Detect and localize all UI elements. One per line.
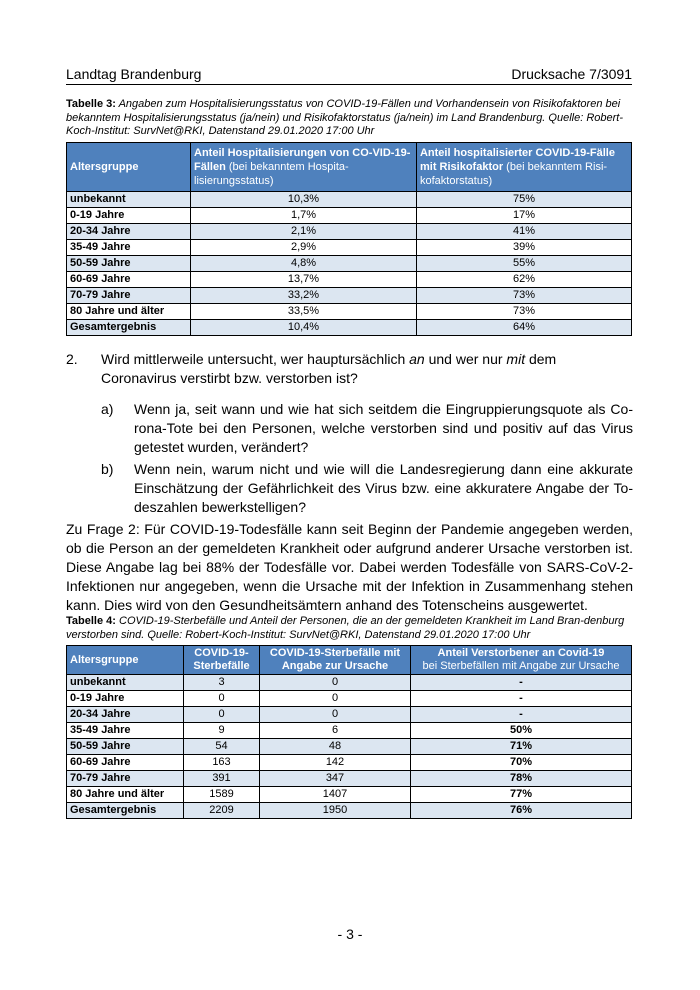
deaths-cell: 2209 bbox=[184, 803, 260, 819]
risk-factor-share-cell: 73% bbox=[416, 304, 631, 320]
table4-body bbox=[67, 675, 632, 819]
table3-col-hosp-bold: Anteil Hospitalisierungen von CO-VID-19-Fällen bbox=[194, 147, 411, 173]
table-row bbox=[67, 224, 632, 240]
subquestion-a-text: Wenn ja, seit wann und wie hat sich seitdem die Eingruppierungsquote als Co-rona-Tote bei den Personen, welche verstorben sind und positiv auf das Virus getestet wurden, verändert? bbox=[134, 401, 633, 455]
table-row bbox=[67, 304, 632, 320]
table3-col-risk bbox=[416, 143, 631, 192]
hospitalization-share-cell: 10,4% bbox=[191, 320, 417, 336]
covid-death-share-cell: 70% bbox=[411, 755, 632, 771]
age-group-cell: 60-69 Jahre bbox=[67, 272, 191, 288]
deaths-cell: 3 bbox=[184, 675, 260, 691]
answer-paragraph: Zu Frage 2: Für COVID-19-Todesfälle kann seit Beginn der Pandemie angegeben werden, ob die Person an der gemeldeten Krankheit oder aufgrund anderer Ursache verstorben ist. Diese Angabe lag bei 88% der Todesfälle vor. Dabei werden Todesfälle von SARS-CoV-2-Infektionen nur angegeben, wenn die Ursache mit der Infektion in Zusammenhang stehen kann. Dies wird von den Gesundheitsämtern anhand des Totenscheins ausgewertet. bbox=[66, 521, 633, 613]
age-group-cell: 0-19 Jahre bbox=[67, 691, 184, 707]
table-row bbox=[67, 256, 632, 272]
hospitalization-share-cell: 1,7% bbox=[191, 208, 417, 224]
covid-death-share-cell: 77% bbox=[411, 787, 632, 803]
covid-death-share-cell: 76% bbox=[411, 803, 632, 819]
age-group-cell: Gesamtergebnis bbox=[67, 320, 191, 336]
table4-col-share-rest: bei Sterbefällen mit Angabe zur Ursache bbox=[422, 660, 620, 672]
header-right: Drucksache 7/3091 bbox=[511, 66, 632, 82]
table3-col-hosp bbox=[191, 143, 417, 192]
age-group-cell: 50-59 Jahre bbox=[67, 256, 191, 272]
table3-caption-text: Angaben zum Hospitalisierungsstatus von COVID-19-Fällen und Vorhandensein von Risikofaktoren bei bekanntem Hospitalisierungsstatus (ja/nein) und Risikofaktorstatus (ja/nein) im Land Brandenburg. Quelle: Robert-Koch-Institut: SurvNet@RKI, Datenstand 29.01.2020 17:00 Uhr bbox=[66, 98, 624, 137]
hospitalization-share-cell: 10,3% bbox=[191, 192, 417, 208]
hospitalization-share-cell: 13,7% bbox=[191, 272, 417, 288]
table3-body bbox=[67, 192, 632, 336]
deaths-with-cause-cell: 1407 bbox=[260, 787, 411, 803]
page-header bbox=[66, 64, 632, 85]
table4 bbox=[66, 645, 632, 819]
table3-col-group: Altersgruppe bbox=[67, 143, 191, 192]
deaths-with-cause-cell: 48 bbox=[260, 739, 411, 755]
age-group-cell: unbekannt bbox=[67, 675, 184, 691]
table4-col-share-bold: Anteil Verstorbener an Covid-19 bbox=[437, 647, 605, 659]
table-row bbox=[67, 755, 632, 771]
deaths-cell: 391 bbox=[184, 771, 260, 787]
table4-col-cause: COVID-19-Sterbefälle mit Angabe zur Ursache bbox=[260, 646, 411, 675]
table-row bbox=[67, 739, 632, 755]
deaths-with-cause-cell: 6 bbox=[260, 723, 411, 739]
hospitalization-share-cell: 4,8% bbox=[191, 256, 417, 272]
age-group-cell: 80 Jahre und älter bbox=[67, 304, 191, 320]
hospitalization-share-cell: 33,5% bbox=[191, 304, 417, 320]
table-row bbox=[67, 675, 632, 691]
table3-header-row bbox=[67, 143, 632, 192]
age-group-cell: 60-69 Jahre bbox=[67, 755, 184, 771]
deaths-cell: 1589 bbox=[184, 787, 260, 803]
table3-col-hosp-rest: (bei bekanntem Hospita-lisierungsstatus) bbox=[194, 161, 349, 187]
table4-col-share bbox=[411, 646, 632, 675]
age-group-cell: 20-34 Jahre bbox=[67, 224, 191, 240]
age-group-cell: 35-49 Jahre bbox=[67, 723, 184, 739]
question-text bbox=[101, 350, 633, 388]
deaths-with-cause-cell: 0 bbox=[260, 707, 411, 723]
table3-caption bbox=[66, 98, 634, 139]
age-group-cell: 80 Jahre und älter bbox=[67, 787, 184, 803]
deaths-with-cause-cell: 0 bbox=[260, 675, 411, 691]
age-group-cell: Gesamtergebnis bbox=[67, 803, 184, 819]
question-text-c: dem Coronavirus verstirbt bzw. verstorben ist? bbox=[101, 351, 557, 386]
question-number: 2. bbox=[66, 351, 78, 367]
hospitalization-share-cell: 2,1% bbox=[191, 224, 417, 240]
table-row bbox=[67, 208, 632, 224]
age-group-cell: 35-49 Jahre bbox=[67, 240, 191, 256]
risk-factor-share-cell: 17% bbox=[416, 208, 631, 224]
table-row bbox=[67, 691, 632, 707]
age-group-cell: 20-34 Jahre bbox=[67, 707, 184, 723]
table-row bbox=[67, 320, 632, 336]
covid-death-share-cell: - bbox=[411, 675, 632, 691]
question-em-an: an bbox=[409, 351, 425, 367]
table-row bbox=[67, 723, 632, 739]
risk-factor-share-cell: 64% bbox=[416, 320, 631, 336]
age-group-cell: unbekannt bbox=[67, 192, 191, 208]
table-row bbox=[67, 787, 632, 803]
header-left: Landtag Brandenburg bbox=[66, 66, 202, 82]
covid-death-share-cell: 71% bbox=[411, 739, 632, 755]
table4-col-deaths: COVID-19-Sterbefälle bbox=[184, 646, 260, 675]
question-em-mit: mit bbox=[506, 351, 526, 367]
deaths-with-cause-cell: 347 bbox=[260, 771, 411, 787]
deaths-cell: 163 bbox=[184, 755, 260, 771]
table-row bbox=[67, 192, 632, 208]
table3-col-risk-rest: (bei bekanntem Risi-kofaktorstatus) bbox=[419, 161, 608, 187]
table-row bbox=[67, 272, 632, 288]
hospitalization-share-cell: 2,9% bbox=[191, 240, 417, 256]
table3-col-risk-bold: Anteil hospitalisierter COVID-19-Fälle mit Risikofaktor bbox=[419, 147, 615, 173]
table-row bbox=[67, 771, 632, 787]
table4-caption-text: COVID-19-Sterbefälle und Anteil der Personen, die an der gemeldeten Krankheit im Land Bran-denburg verstorben sind. Quelle: Robert-Koch-Institut: SurvNet@RKI, Datenstand 29.01.2020 17:00 Uhr bbox=[66, 615, 625, 641]
subquestion-b-text: Wenn nein, warum nicht und wie will die Landesregierung dann eine akkurate Einschätzung der Gefährlichkeit des Virus bzw. eine akkuratere Angabe der To-deszahlen bewerkstelligen? bbox=[134, 461, 633, 515]
covid-death-share-cell: 78% bbox=[411, 771, 632, 787]
table4-header-row bbox=[67, 646, 632, 675]
risk-factor-share-cell: 41% bbox=[416, 224, 631, 240]
deaths-cell: 0 bbox=[184, 691, 260, 707]
covid-death-share-cell: 50% bbox=[411, 723, 632, 739]
hospitalization-share-cell: 33,2% bbox=[191, 288, 417, 304]
table3 bbox=[66, 142, 632, 336]
table-row bbox=[67, 240, 632, 256]
page-number: - 3 - bbox=[337, 926, 363, 942]
deaths-cell: 0 bbox=[184, 707, 260, 723]
table-row bbox=[67, 707, 632, 723]
subquestion-b-label: b) bbox=[101, 461, 114, 477]
table4-caption-label: Tabelle 4: bbox=[66, 615, 116, 627]
covid-death-share-cell: - bbox=[411, 691, 632, 707]
age-group-cell: 70-79 Jahre bbox=[67, 771, 184, 787]
deaths-cell: 9 bbox=[184, 723, 260, 739]
risk-factor-share-cell: 73% bbox=[416, 288, 631, 304]
question-text-b: und wer nur bbox=[424, 351, 507, 367]
risk-factor-share-cell: 55% bbox=[416, 256, 631, 272]
table-row bbox=[67, 288, 632, 304]
risk-factor-share-cell: 62% bbox=[416, 272, 631, 288]
deaths-with-cause-cell: 0 bbox=[260, 691, 411, 707]
table3-caption-label: Tabelle 3: bbox=[66, 98, 116, 110]
subquestion-a-label: a) bbox=[101, 401, 114, 417]
age-group-cell: 70-79 Jahre bbox=[67, 288, 191, 304]
question-text-a: Wird mittlerweile untersucht, wer hauptursächlich bbox=[101, 351, 410, 367]
risk-factor-share-cell: 39% bbox=[416, 240, 631, 256]
deaths-with-cause-cell: 142 bbox=[260, 755, 411, 771]
table4-col-group: Altersgruppe bbox=[67, 646, 184, 675]
deaths-cell: 54 bbox=[184, 739, 260, 755]
deaths-with-cause-cell: 1950 bbox=[260, 803, 411, 819]
risk-factor-share-cell: 75% bbox=[416, 192, 631, 208]
covid-death-share-cell: - bbox=[411, 707, 632, 723]
age-group-cell: 50-59 Jahre bbox=[67, 739, 184, 755]
table4-caption bbox=[66, 615, 634, 642]
table-row bbox=[67, 803, 632, 819]
age-group-cell: 0-19 Jahre bbox=[67, 208, 191, 224]
